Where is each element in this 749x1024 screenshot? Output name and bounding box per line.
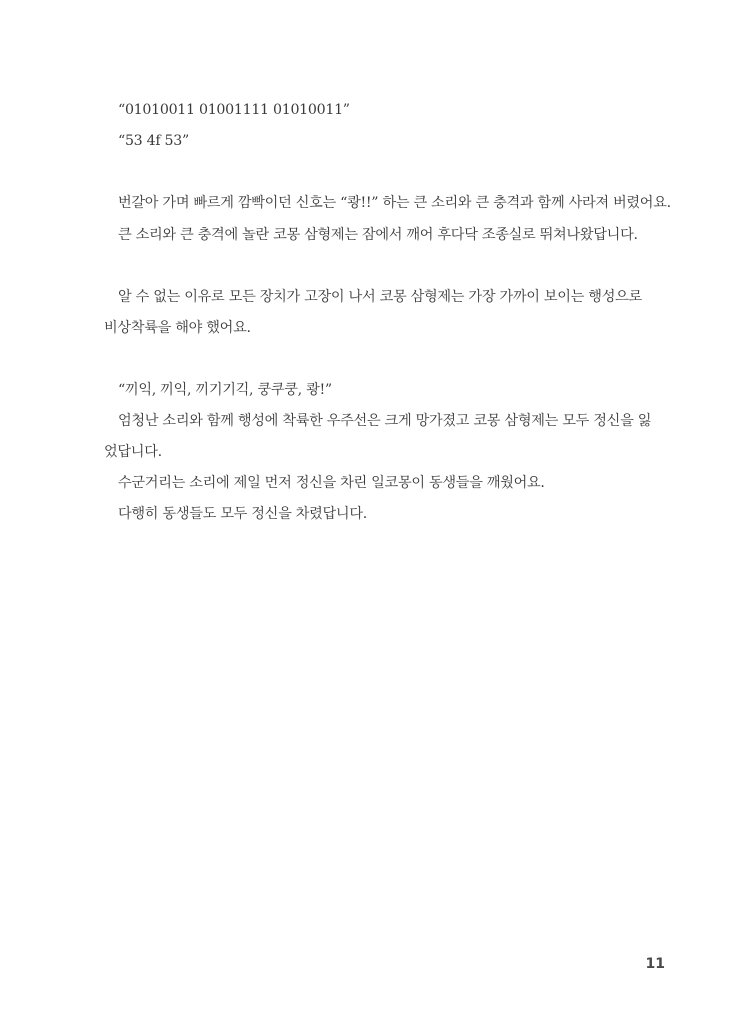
text-line: 번갈아 가며 빠르게 깜빡이던 신호는 “쾅!!” 하는 큰 소리와 큰 충격과 함께 사라져 버렸어요. xyxy=(118,195,671,211)
text-line: 었답니다. xyxy=(104,444,162,460)
text-line: 엄청난 소리와 함께 행성에 착륙한 우주선은 크게 망가졌고 코몽 삼형제는 모두 정신을 잃 xyxy=(118,413,652,429)
text-line: 다행히 동생들도 모두 정신을 차렸답니다. xyxy=(118,506,367,522)
text-line: 수군거리는 소리에 제일 먼저 정신을 차린 일코몽이 동생들을 깨웠어요. xyxy=(118,475,545,491)
page-number: 11 xyxy=(645,956,665,972)
text-line: 비상착륙을 해야 했어요. xyxy=(104,320,251,336)
text-line: “01010011 01001111 01010011” xyxy=(118,102,350,118)
text-line: 큰 소리와 큰 충격에 놀란 코몽 삼형제는 잠에서 깨어 후다닥 조종실로 뛰쳐나왔답니다. xyxy=(118,227,638,243)
text-line: “53 4f 53” xyxy=(118,133,189,149)
text-line: 알 수 없는 이유로 모든 장치가 고장이 나서 코몽 삼형제는 가장 가까이 보이는 행성으로 xyxy=(118,289,642,305)
text-line: “끼익, 끼익, 끼기기긱, 쿵쿠쿵, 쾅!” xyxy=(118,382,332,398)
